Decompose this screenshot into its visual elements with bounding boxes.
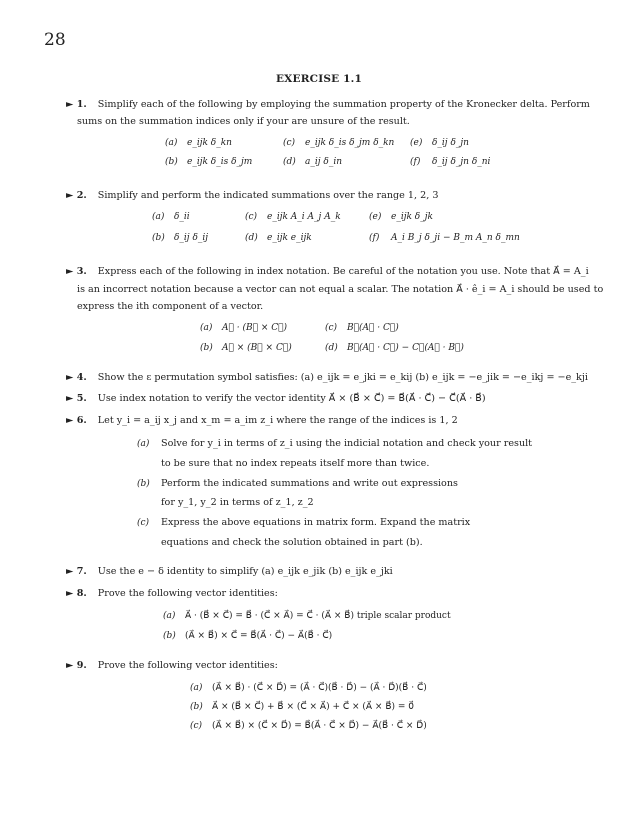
problem-6 [66,415,458,426]
expression: (d) B⃗(A⃗ · C⃗) − C⃗(A⃗ · B⃗) [325,343,464,353]
problem-text: Use index notation to verify the vector identity A⃗ × (B⃗ × C⃗) = B⃗(A⃗ · C⃗) − C⃗(A⃗ · B⃗) [97,393,486,404]
problem-8 [66,588,278,599]
problem-text: express the ith component of a vector. [77,301,264,312]
sub-part: (b) Perform the indicated summations and write out expressions [137,478,458,489]
equation: (b) A⃗ × (B⃗ × C⃗) + B⃗ × (C⃗ × A⃗) + C⃗ × (A⃗ × B⃗) = 0⃗ [190,702,415,712]
problem-marker: ► 2. [66,190,87,201]
expression: (b) A⃗ × (B⃗ × C⃗) [200,343,292,353]
problem-marker: ► 8. [66,588,87,599]
problem-marker: ► 4. [66,372,87,383]
exercise-heading: EXERCISE 1.1 [275,73,363,85]
problem-marker: ► 7. [66,566,87,577]
equation: (b) (A⃗ × B⃗) × C⃗ = B⃗(A⃗ · C⃗) − A⃗(B⃗ · C⃗) [163,631,333,641]
expression: (b) δ_ij δ_ij [152,233,209,243]
expression: (e) e_ijk δ_jk [369,212,433,222]
problem-text: Express each of the following in index notation. Be careful of the notation you use. Note that A⃗ = A_i [97,266,589,277]
problem-9 [66,660,278,671]
expression: (d) a_ij δ_in [283,157,342,167]
expression: (f) δ_ij δ_jn δ_ni [410,157,491,167]
problem-text: Prove the following vector identities: [97,588,278,599]
problem-text: Prove the following vector identities: [97,660,278,671]
problem-text: Simplify each of the following by employing the summation property of the Kronecker delta. Perform [97,99,590,110]
problem-1 [66,99,590,110]
sub-part: (a) Solve for y_i in terms of z_i using the indicial notation and check your result [137,438,533,449]
page-number: 28 [44,30,66,50]
equation: (a) A⃗ · (B⃗ × C⃗) = B⃗ · (C⃗ × A⃗) = C⃗ · (A⃗ × B⃗) triple scalar product [163,611,451,621]
problem-5 [66,393,486,404]
problem-2 [66,190,438,201]
problem-marker: ► 6. [66,415,87,426]
problem-3 [66,266,589,277]
problem-4 [66,372,588,383]
problem-marker: ► 9. [66,660,87,671]
expression: (b) e_ijk δ_is δ_jm [165,157,253,167]
sub-part-text: to be sure that no index repeats itself more than twice. [161,458,430,469]
problem-text: Simplify and perform the indicated summations over the range 1, 2, 3 [97,190,439,201]
equation: (c) (A⃗ × B⃗) × (C⃗ × D⃗) = B⃗(A⃗ · C⃗ × D⃗) − A⃗(B⃗ · C⃗ × D⃗) [190,721,427,731]
problem-text: Show the ε permutation symbol satisfies: (a) e_ijk = e_jki = e_kij (b) e_ijk = −e_jik = −e_ikj = −e_kji [97,372,588,383]
expression: (c) e_ijk δ_is δ_jm δ_kn [283,138,395,148]
problem-text: sums on the summation indices only if your are unsure of the result. [77,116,410,127]
problem-text: is an incorrect notation because a vector can not equal a scalar. The notation A⃗ · ê_i = A_i should be used to [77,284,604,295]
problem-marker: ► 3. [66,266,87,277]
problem-marker: ► 1. [66,99,87,110]
sub-part-text: for y_1, y_2 in terms of z_1, z_2 [161,497,314,508]
expression: (c) e_ijk A_i A_j A_k [245,212,341,222]
expression: (c) B⃗(A⃗ · C⃗) [325,323,399,333]
expression: (a) δ_ii [152,212,190,222]
expression: (f) A_i B_j δ_ji − B_m A_n δ_mn [369,233,520,243]
expression: (e) δ_ij δ_jn [410,138,469,148]
problem-marker: ► 5. [66,393,87,404]
equation: (a) (A⃗ × B⃗) · (C⃗ × D⃗) = (A⃗ · C⃗)(B⃗ · D⃗) − (A⃗ · D⃗)(B⃗ · C⃗) [190,683,427,693]
expression: (a) A⃗ · (B⃗ × C⃗) [200,323,288,333]
expression: (a) e_ijk δ_kn [165,138,232,148]
expression: (d) e_ijk e_ijk [245,233,312,243]
sub-part-text: equations and check the solution obtained in part (b). [161,537,423,548]
problem-7 [66,566,393,577]
problem-text: Use the e − δ identity to simplify (a) e_ijk e_jik (b) e_ijk e_jki [97,566,393,577]
problem-text: Let y_i = a_ij x_j and x_m = a_im z_i where the range of the indices is 1, 2 [97,415,458,426]
sub-part: (c) Express the above equations in matrix form. Expand the matrix [137,517,471,528]
